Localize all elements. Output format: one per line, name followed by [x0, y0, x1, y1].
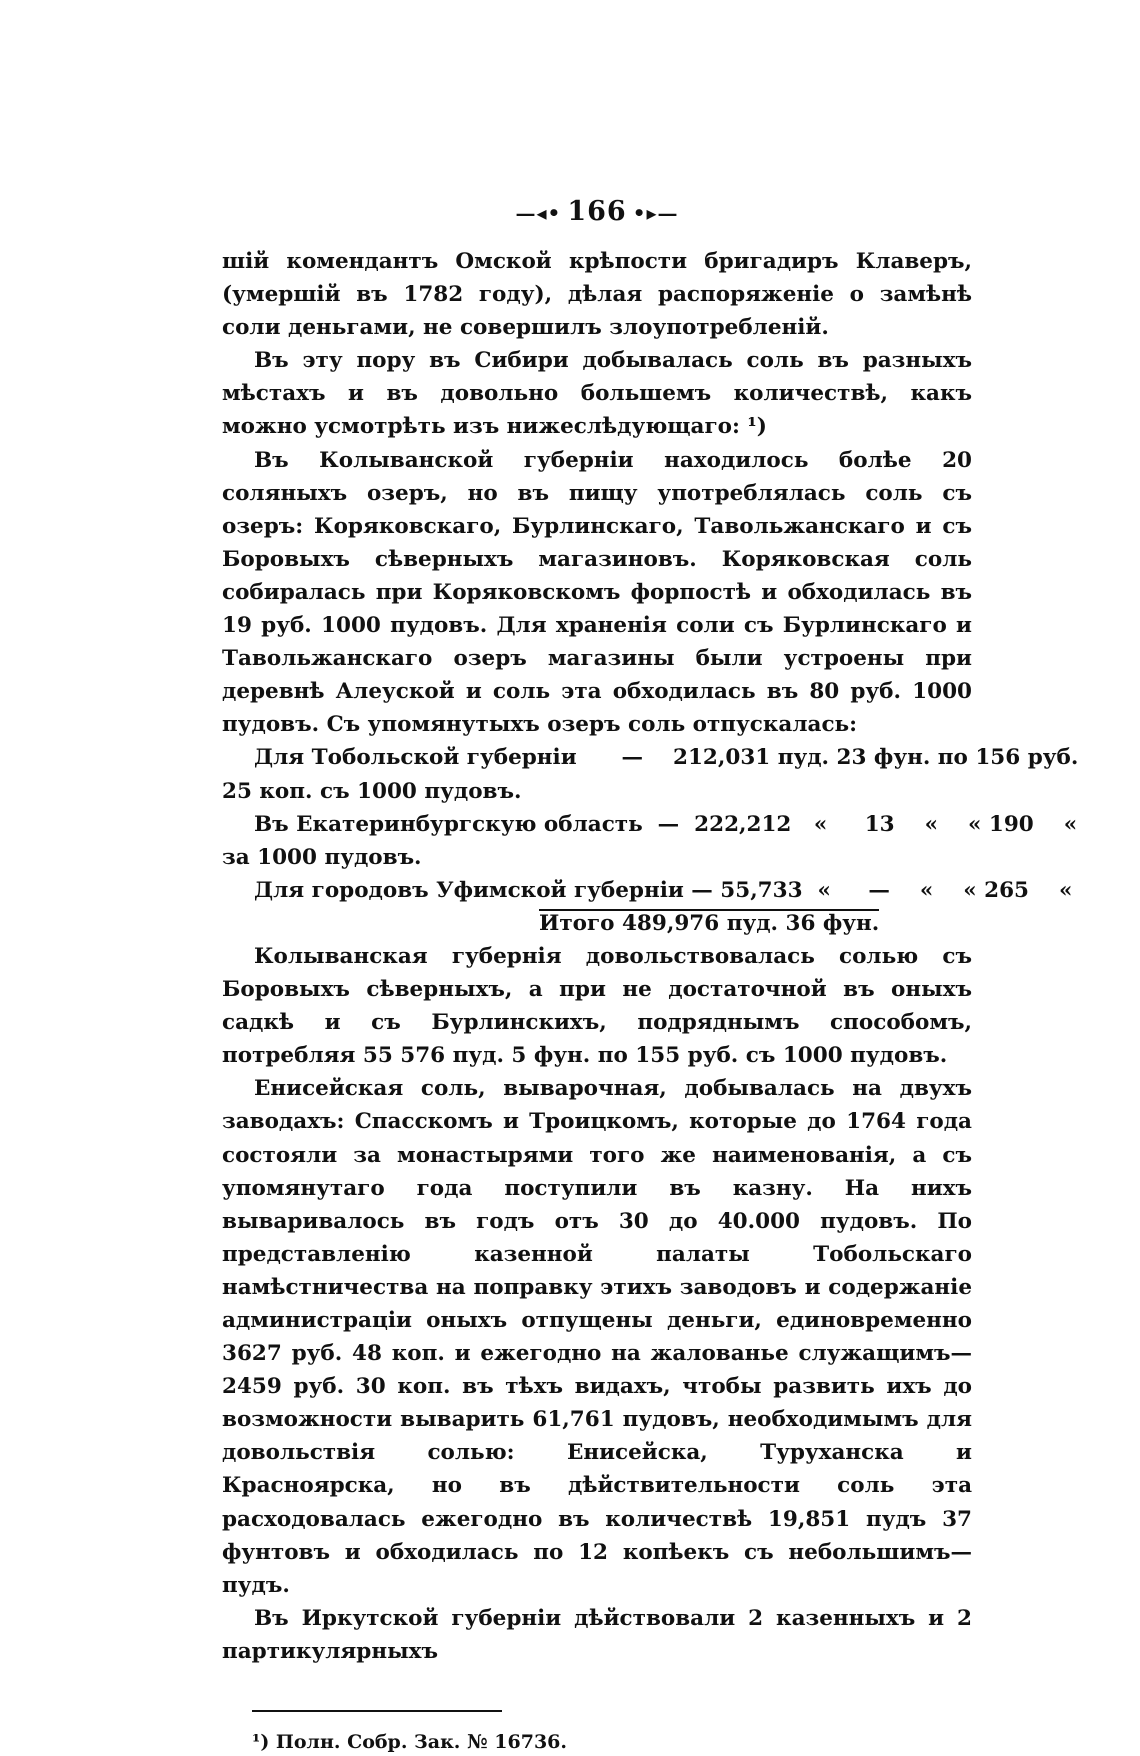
- footnote-divider: [252, 1710, 502, 1712]
- page-number-header: [222, 196, 972, 227]
- table-row-ekaterinburg-cont: за 1000 пудовъ.: [222, 844, 422, 870]
- paragraph-4: Колыванская губернія довольствовалась солью съ Боровыхъ сѣверныхъ, а при не достаточной въ оныхъ садкѣ и съ Бурлинскихъ, подряднымъ способомъ, потребляя 55 576 пуд. 5 фун. по 155 руб. съ 1000 пудовъ.: [222, 943, 972, 1069]
- book-page: [222, 196, 1079, 1756]
- ornament-left-icon: —◂•: [515, 200, 562, 225]
- ornament-right-icon: •▸—: [632, 200, 679, 225]
- footnote: ¹) Полн. Собр. Зак. № 16736.: [252, 1731, 568, 1754]
- salt-distribution-table: [222, 741, 1079, 940]
- paragraph-3: Въ Колыванской губерніи находилось болѣе 20 соляныхъ озеръ, но въ пищу употреблялась соль съ озеръ: Коряковскаго, Бурлинскаго, Тавольжанскаго и съ Боровыхъ сѣверныхъ магазиновъ. Коряковская соль собиралась при Коряковскомъ форпостѣ и обходилась въ 19 руб. 1000 пудовъ. Для храненія соли съ Бурлинскаго и Тавольжанскаго озеръ магазины были устроены при деревнѣ Алеуской и соль эта обходилась въ 80 руб. 1000 пудовъ. Съ упомянутыхъ озеръ соль отпускалась:: [222, 447, 972, 738]
- page-number: 166: [567, 196, 627, 227]
- table-row-ufa: Для городовъ Уфимской губерніи — 55,733 « — « « 265 «: [254, 877, 1073, 903]
- paragraph-1: шій комендантъ Омской крѣпости бригадиръ Клаверъ, (умершій въ 1782 году), дѣлая распоряженіе о замѣнѣ соли деньгами, не совершилъ злоупотребленій.: [222, 249, 972, 341]
- paragraph-2: Въ эту пору въ Сибири добывалась соль въ разныхъ мѣстахъ и въ довольно большемъ количествѣ, какъ можно усмотрѣть изъ нижеслѣдующаго: ¹): [222, 348, 972, 440]
- table-row-tobolsk: Для Тобольской губерніи — 212,031 пуд. 23 фун. по 156 руб.: [254, 745, 1079, 771]
- table-total: [222, 907, 972, 940]
- table-row-ekaterinburg: Въ Екатеринбургскую область — 222,212 « 13 « « 190 «: [254, 811, 1078, 837]
- paragraph-5: Енисейская соль, выварочная, добывалась на двухъ заводахъ: Спасскомъ и Троицкомъ, которые до 1764 года состояли за монастырями того же наименованія, а съ упомянутаго года поступили въ казну. На нихъ вываривалось въ годъ отъ 30 до 40.000 пудовъ. По представленію казенной палаты Тобольскаго намѣстничества на поправку этихъ заводовъ и содержаніе администраціи оныхъ отпущены деньги, единовременно 3627 руб. 48 коп. и ежегодно на жалованье служащимъ—2459 руб. 30 коп. въ тѣхъ видахъ, чтобы развить ихъ до возможности выварить 61,761 пудовъ, необходимымъ для довольствія солью: Енисейска, Туруханска и Красноярска, но въ дѣйствительности соль эта расходовалась ежегодно въ количествѣ 19,851 пудъ 37 фунтовъ и обходилась по 12 копѣекъ съ небольшимъ—пудъ.: [222, 1076, 972, 1598]
- table-total-text: Итого 489,976 пуд. 36 фун.: [539, 910, 880, 936]
- paragraph-6: Въ Иркутской губерніи дѣйствовали 2 казенныхъ и 2 партикулярныхъ: [222, 1605, 972, 1664]
- table-row-tobolsk-cont: 25 коп. съ 1000 пудовъ.: [222, 778, 522, 804]
